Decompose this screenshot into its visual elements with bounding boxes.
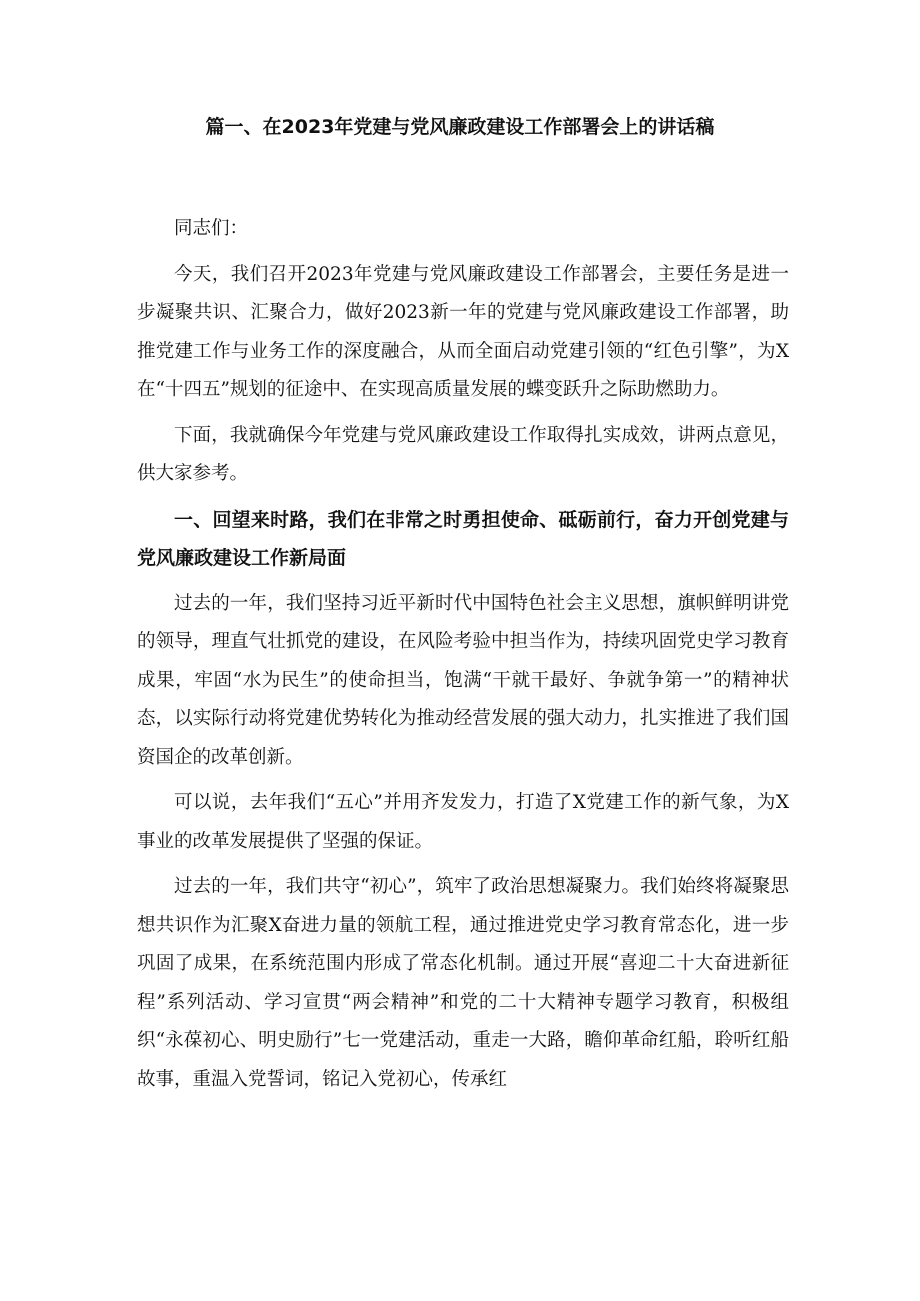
paragraph-past-year: 过去的一年，我们坚持习近平新时代中国特色社会主义思想，旗帜鲜明讲党的领导，理直气壮抓党的建设，在风险考验中担当作为，持续巩固党史学习教育成果，牢固“水为民生”的使命担当，饱满“干就干最好、争就争第一”的精神状态，以实际行动将党建优势转化为推动经营发展的强大动力，扎实推进了我们国资国企的改革创新。 bbox=[137, 592, 789, 768]
greeting: 同志们： bbox=[174, 218, 249, 239]
document-body bbox=[137, 210, 789, 1099]
paragraph-five-hearts: 可以说，去年我们“五心”并用齐发发力，打造了X党建工作的新气象，为X事业的改革发展提供了坚强的保证。 bbox=[137, 792, 789, 852]
paragraph-outline: 下面，我就确保今年党建与党风廉政建设工作取得扎实成效，讲两点意见，供大家参考。 bbox=[137, 424, 789, 484]
paragraph-original-aspiration: 过去的一年，我们共守“初心”，筑牢了政治思想凝聚力。我们始终将凝聚思想共识作为汇聚X奋进力量的领航工程，通过推进党史学习教育常态化，进一步巩固了成果，在系统范围内形成了常态化机制。通过开展“喜迎二十大奋进新征程”系列活动、学习宣贯“两会精神”和党的二十大精神专题学习教育，积极组织“永葆初心、明史励行”七一党建活动，重走一大路，瞻仰革命红船，聆听红船故事，重温入党誓词，铭记入党初心，传承红 bbox=[137, 876, 789, 1090]
paragraph-intro: 今天，我们召开2023年党建与党风廉政建设工作部署会，主要任务是进一步凝聚共识、汇聚合力，做好2023新一年的党建与党风廉政建设工作部署，助推党建工作与业务工作的深度融合，从而全面启动党建引领的“红色引擎”，为X在“十四五”规划的征途中、在实现高质量发展的蝶变跃升之际助燃助力。 bbox=[137, 263, 789, 400]
section-heading: 一、回望来时路，我们在非常之时勇担使命、砥砺前行，奋力开创党建与党风廉政建设工作新局面 bbox=[137, 508, 789, 569]
document-title: 篇一、在2023年党建与党风廉政建设工作部署会上的讲话稿 bbox=[205, 116, 715, 138]
